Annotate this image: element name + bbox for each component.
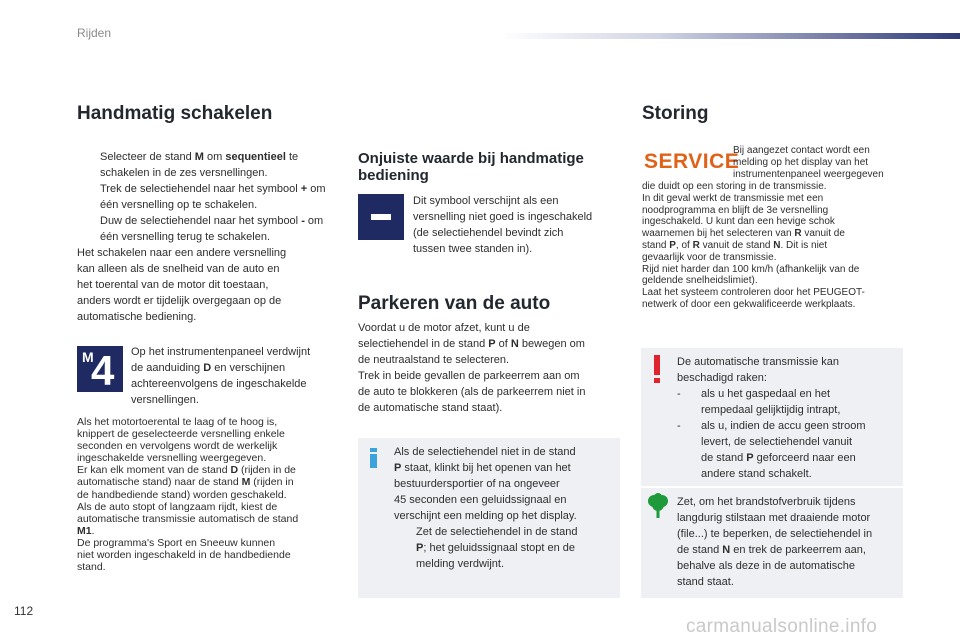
title-handmatig: Handmatig schakelen: [77, 103, 273, 124]
header-rule: [500, 33, 960, 39]
watermark: carmanualsonline.info: [686, 616, 878, 637]
gear-m4-icon: M 4: [77, 346, 123, 392]
eco-tree-icon: [647, 493, 669, 519]
shift-paragraph: Het schakelen naar een andere versnelling kan alleen als de snelheid van de auto en het toerental van de motor dit toestaan, anders wordt er tijdelijk overgegaan op de automatische bediening.: [77, 247, 287, 323]
storing-text: die duidt op een storing in de transmissie. In dit geval werkt de transmissie met een noodprogramma en blijft de 3e versnelling ingeschakeld. U kunt dan een hevige schok waarnemen bij het selecteren van R vanuit de stand P, of R vanuit de stand N. Dit is niet gevaarlijk voor de transmissie. Rijd niet harder dan 100 km/h (afhankelijk van de geldende snelheidslimiet). Laat het systeem controleren door het PEUGEOT- netwerk of door een gekwalificeerde werkplaats.: [642, 181, 865, 310]
minus-text: Dit symbool verschijnt als een versnelling niet goed is ingeschakeld (de selectiehendel bevindt zich tussen twee standen in).: [413, 195, 593, 255]
warning-item-2: - als u, indien de accu geen stroom levert, de selectiehendel vanuit de stand P geforceerd naar een andere stand schakelt.: [677, 420, 866, 480]
parking-text: Voordat u de motor afzet, kunt u de selectiehendel in de stand P of N bewegen om de neutraalstand te selecteren. Trek in beide gevallen de parkeerrem aan om de auto te blokkeren (als de parkeerrem niet in de automatische stand staat).: [358, 322, 586, 414]
title-storing: Storing: [642, 103, 709, 124]
bullet-1: Selecteer de stand M om sequentieel te schakelen in de zes versnellingen.: [100, 151, 299, 179]
gear-bullets: [77, 149, 337, 245]
service-warning-icon: SERVICE: [644, 150, 740, 173]
minus-icon: [358, 194, 404, 240]
subtitle-onjuiste: Onjuiste waarde bij handmatige bediening: [358, 150, 584, 184]
rpm-paragraph: Als het motortoerental te laag of te hoog is, knippert de geselecteerde versnelling enkele seconden en vervolgens wordt de werkelijk ingeschakelde versnelling weergegeven. Er kan elk moment van de stand D (rijden in de automatische stand) naar de stand M (rijden in de handbediende stand) worden geschakeld. Als de auto stopt of langzaam rijdt, kiest de automatische transmissie automatisch de stand M1. De programma's Sport en Sneeuw kunnen niet worden ingeschakeld in de handbediende stand.: [77, 416, 299, 574]
section-label: Rijden: [77, 26, 112, 40]
exclamation-icon: [652, 355, 662, 385]
title-parkeren: Parkeren van de auto: [358, 293, 551, 314]
warning-box-text: De automatische transmissie kan beschadigd raken: - als u het gaspedaal en het rempedaal gelijktijdig intrapt, - als u, indien de accu geen stroom levert, de selectiehendel vanuit de stand P geforceerd naar een andere stand schakelt.: [677, 354, 899, 482]
eco-box-text: Zet, om het brandstofverbruik tijdens langdurig stilstaan met draaiende motor (file...) te beperken, de selectiehendel in de stand N en trek de parkeerrem aan, behalve als deze in de automatische stand staat.: [677, 496, 873, 588]
service-text: Bij aangezet contact wordt een melding op het display van het instrumentenpaneel weergegeven: [733, 145, 884, 180]
gear-indicator-text: Op het instrumentenpaneel verdwijnt de aanduiding D en verschijnen achtereenvolgens de ingeschakelde versnellingen.: [131, 346, 311, 406]
info-box-text: Als de selectiehendel niet in de stand P staat, klinkt bij het openen van het bestuurdersportier of na ongeveer 45 seconden een geluidssignaal en verschijnt een melding op het display. Zet de selectiehendel in de stand P; het geluidssignaal stopt en de melding verdwijnt.: [394, 444, 616, 572]
info-icon: [370, 448, 378, 468]
bullet-3: Duw de selectiehendel naar het symbool - om één versnelling terug te schakelen.: [100, 215, 324, 243]
info-bullet: Zet de selectiehendel in de stand P; het geluidssignaal stopt en de melding verdwijnt.: [416, 526, 578, 570]
page-number: 112: [14, 604, 34, 618]
warning-item-1: - als u het gaspedaal en het rempedaal gelijktijdig intrapt,: [677, 388, 841, 416]
bullet-2: Trek de selectiehendel naar het symbool + om één versnelling op te schakelen.: [100, 183, 326, 211]
